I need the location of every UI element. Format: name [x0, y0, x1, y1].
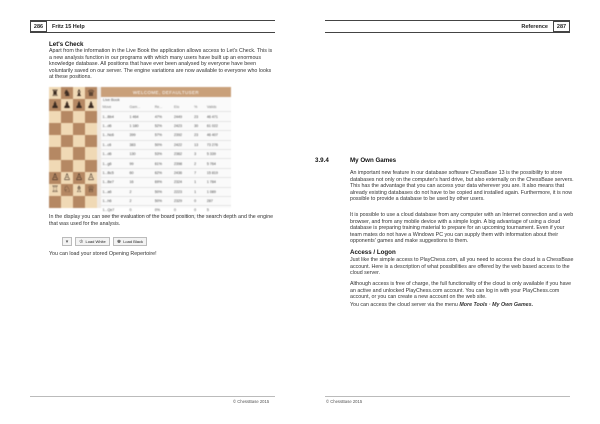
- board-square: [49, 160, 61, 172]
- table-row[interactable]: [101, 131, 231, 140]
- right-page: [300, 0, 600, 424]
- board-square: [61, 147, 73, 159]
- table-cell: 1 089: [205, 187, 231, 196]
- live-book-screenshot: [49, 87, 231, 213]
- table-cell: 2329: [173, 196, 193, 205]
- table-cell: 2362: [173, 149, 193, 158]
- dropdown-button[interactable]: [62, 237, 72, 246]
- table-cell: 287: [205, 196, 231, 205]
- menu-path: More Tools · My Own Games.: [459, 302, 534, 308]
- table-cell: 61%: [153, 159, 172, 168]
- table-cell: 5 339: [205, 149, 231, 158]
- table-cell: 1: [193, 178, 206, 187]
- board-square: [61, 111, 73, 123]
- board-square: [85, 123, 97, 135]
- table-cell: 30: [193, 121, 206, 130]
- table-cell: 61 022: [205, 121, 231, 130]
- table-row[interactable]: [101, 178, 231, 187]
- board-square: [85, 160, 97, 172]
- board-square: [73, 196, 85, 208]
- board-square: [73, 123, 85, 135]
- board-square: [61, 123, 73, 135]
- table-cell: 2449: [173, 112, 193, 121]
- lets-check-paragraph: Apart from the information in the Live Book the application allows access to Let's Check. This is a new analysis function in our programs with which many users have built up an enormous knowledge database. All positions that have ever been analysed by everyone have been voluntarily saved on our server. The engine variations are now available to everyone who looks at these positions.: [49, 48, 273, 81]
- live-book-title: Live Book: [103, 98, 120, 102]
- access-paragraph: Just like the simple access to PlayChess.com, all you need to access the cloud is a ChessBase account. Here is a description of what possibilities are offered by the web based access to the cloud server.: [350, 257, 574, 277]
- table-row[interactable]: [101, 121, 231, 130]
- table-cell: 60: [128, 168, 153, 177]
- right-header: [325, 20, 570, 33]
- table-cell: 1...a6: [101, 187, 128, 196]
- table-cell: 2: [128, 187, 153, 196]
- table-header-cell[interactable]: Gam...: [128, 103, 153, 112]
- board-square: [85, 147, 97, 159]
- table-header-cell[interactable]: Move: [101, 103, 128, 112]
- board-square: ♞: [62, 87, 72, 98]
- table-cell: 1...Be7: [101, 178, 128, 187]
- table-cell: 7: [193, 168, 206, 177]
- table-row[interactable]: [101, 159, 231, 168]
- board-square: [73, 135, 85, 147]
- table-cell: 5: [205, 206, 231, 215]
- left-header-title: Fritz 15 Help: [52, 23, 85, 30]
- table-row[interactable]: [101, 149, 231, 158]
- table-cell: 130: [128, 149, 153, 158]
- table-cell: 1...Nc6: [101, 131, 128, 140]
- account-paragraph: Although access is free of charge, the full functionality of the cloud is only available if you have an active and unlocked PlayChess.com account. You can log in with your PlayChess.com account, or you can create a new account on the web site.: [350, 281, 572, 301]
- table-cell: 1...c6: [101, 140, 128, 149]
- table-cell: 1...d6: [101, 121, 128, 130]
- table-cell: 399: [128, 131, 153, 140]
- table-cell: 2223: [173, 187, 193, 196]
- table-cell: 62%: [153, 168, 172, 177]
- board-square: ♙: [86, 172, 96, 183]
- table-cell: 0: [193, 206, 206, 215]
- left-page-number: 286: [30, 21, 47, 32]
- table-cell: 2392: [173, 131, 193, 140]
- table-cell: 0: [193, 196, 206, 205]
- table-cell: 23: [193, 112, 206, 121]
- table-cell: 69%: [153, 178, 172, 187]
- welcome-banner: WELCOME, DEFAULTUSER: [101, 87, 231, 97]
- table-header-cell[interactable]: %: [193, 103, 206, 112]
- load-black-button[interactable]: [113, 237, 147, 246]
- king-white-icon: ♔: [79, 238, 84, 245]
- table-cell: 2422: [173, 140, 193, 149]
- table-cell: 2: [193, 159, 206, 168]
- menu-paragraph: [350, 302, 574, 309]
- board-square: ♗: [74, 184, 84, 195]
- right-footer-rule: [325, 396, 570, 397]
- table-cell: 13: [193, 140, 206, 149]
- table-cell: 5 764: [205, 159, 231, 168]
- table-cell: 1...d6: [101, 149, 128, 158]
- board-square: [49, 147, 61, 159]
- table-row[interactable]: [101, 112, 231, 121]
- table-cell: 0: [173, 206, 193, 215]
- board-square: ♜: [50, 87, 60, 98]
- evaluation-paragraph: In the display you can see the evaluation of the board position, the search depth and the engine that was used for the analysis.: [49, 214, 274, 227]
- table-cell: 50%: [153, 196, 172, 205]
- board-square: [49, 196, 61, 208]
- board-square: ♟: [62, 99, 72, 110]
- table-cell: 46 407: [205, 131, 231, 140]
- board-square: [85, 111, 97, 123]
- table-cell: 1 464: [128, 112, 153, 121]
- table-cell: 23: [193, 131, 206, 140]
- board-square: ♝: [74, 87, 84, 98]
- table-cell: 0%: [153, 206, 172, 215]
- table-cell: 1...Qe7: [101, 206, 128, 215]
- chess-board: [49, 87, 97, 208]
- table-cell: 1...Bb4: [101, 112, 128, 121]
- board-square: ♟: [50, 99, 60, 110]
- section-title: My Own Games: [350, 157, 397, 164]
- menu-paragraph-text: You can access the cloud server via the menu: [350, 302, 458, 308]
- load-white-button[interactable]: [75, 237, 110, 246]
- table-row[interactable]: [101, 140, 231, 149]
- table-row[interactable]: [101, 196, 231, 205]
- table-cell: 1 180: [128, 121, 153, 130]
- chevron-down-icon: ▾: [65, 238, 69, 245]
- left-footer-rule: [30, 396, 275, 397]
- table-cell: 50%: [153, 140, 172, 149]
- table-cell: 1...h6: [101, 196, 128, 205]
- section-number: 3.9.4: [315, 157, 329, 164]
- live-book-table: [101, 103, 231, 216]
- table-cell: 1 784: [205, 178, 231, 187]
- right-header-title: Reference: [521, 23, 548, 30]
- board-square: [49, 111, 61, 123]
- table-cell: 2324: [173, 178, 193, 187]
- board-square: ♙: [62, 172, 72, 183]
- table-cell: 2423: [173, 121, 193, 130]
- board-square: [61, 135, 73, 147]
- table-cell: 1: [193, 187, 206, 196]
- board-square: ♘: [62, 184, 72, 195]
- board-square: [49, 135, 61, 147]
- board-square: [61, 160, 73, 172]
- table-cell: 1...Bc5: [101, 168, 128, 177]
- table-header-cell[interactable]: Elo: [173, 103, 193, 112]
- board-square: [73, 147, 85, 159]
- board-square: ♙: [74, 172, 84, 183]
- board-square: ♟: [74, 99, 84, 110]
- table-cell: 57%: [153, 131, 172, 140]
- table-cell: 47%: [153, 112, 172, 121]
- repertoire-buttons: [62, 237, 148, 246]
- board-square: ♕: [86, 184, 96, 195]
- my-games-paragraph-1: An important new feature in our database software ChessBase 13 is the possibility to store databases not only on the computer's hard drive, but also externally on the ChessBase servers. This has the advantage that you can access your data wherever you are. It also means that already existing databases do not have to be copied and installed again. Furthermore, it is now possible to provide a database to be used by other users.: [350, 170, 574, 203]
- board-square: ♖: [50, 184, 60, 195]
- king-black-icon: ♚: [116, 238, 122, 245]
- board-square: ♟: [86, 99, 96, 110]
- table-cell: 1...g6: [101, 159, 128, 168]
- table-row[interactable]: [101, 168, 231, 177]
- repertoire-paragraph: You can load your stored Opening Repertoire!: [49, 251, 157, 257]
- lets-check-heading: Let's Check: [49, 41, 84, 48]
- table-cell: 50%: [153, 187, 172, 196]
- table-cell: 99: [128, 159, 153, 168]
- table-cell: 2398: [173, 159, 193, 168]
- table-header-cell[interactable]: Valids: [205, 103, 231, 112]
- board-square: [61, 196, 73, 208]
- table-cell: 53%: [153, 149, 172, 158]
- table-cell: 15 819: [205, 168, 231, 177]
- live-book-panel: [101, 87, 231, 213]
- table-cell: 3: [193, 149, 206, 158]
- table-cell: 2436: [173, 168, 193, 177]
- board-square: [85, 135, 97, 147]
- board-square: [73, 160, 85, 172]
- table-cell: 2: [128, 196, 153, 205]
- left-footer: © ChessBase 2015: [233, 399, 270, 404]
- table-cell: 73 276: [205, 140, 231, 149]
- my-games-paragraph-2: It is possible to use a cloud database from any computer with an Internet connection and a web browser, and from any mobile device with a simple login. A big advantage of using a cloud database is preparing training material to prepare for an upcoming tournament. Even if your team mates do not have a Windows PC you can supply them with information about their opponents' games and make suggestions to them.: [350, 212, 574, 245]
- table-cell: 52%: [153, 121, 172, 130]
- table-cell: 0: [128, 206, 153, 215]
- board-square: [85, 196, 97, 208]
- right-footer: © ChessBase 2015: [326, 399, 363, 404]
- board-square: ♙: [50, 172, 60, 183]
- board-square: [49, 123, 61, 135]
- access-logon-heading: Access / Logon: [350, 249, 396, 256]
- load-white-label: Load White: [85, 239, 106, 244]
- table-header-cell[interactable]: Re...: [153, 103, 172, 112]
- right-page-number: 287: [553, 21, 570, 32]
- table-row[interactable]: [101, 187, 231, 196]
- table-cell: 383: [128, 140, 153, 149]
- table-cell: 46 471: [205, 112, 231, 121]
- left-header: [30, 20, 275, 33]
- board-square: [73, 111, 85, 123]
- board-square: ♛: [86, 87, 96, 98]
- table-cell: 16: [128, 178, 153, 187]
- load-black-label: Load Black: [123, 239, 143, 244]
